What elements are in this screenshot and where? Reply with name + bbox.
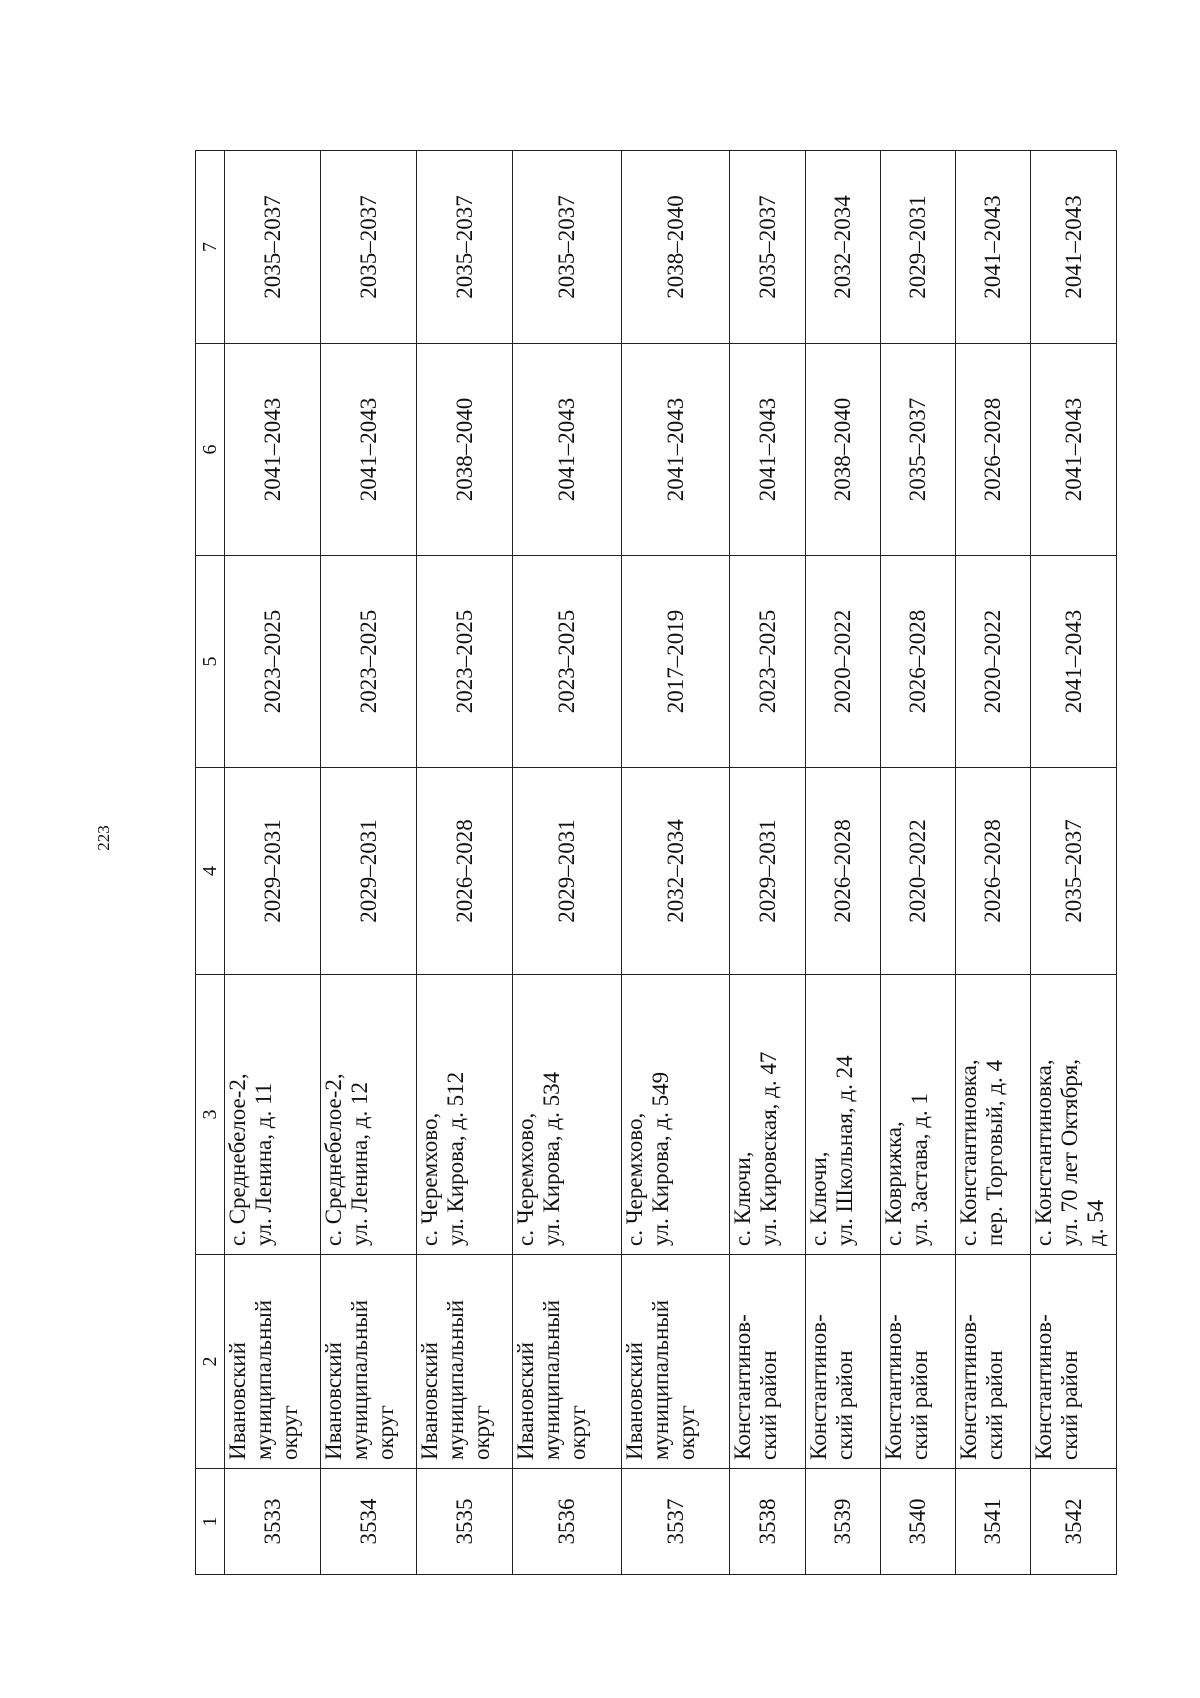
table-row xyxy=(621,151,730,1575)
cell-period-col6 xyxy=(417,344,513,556)
period-value: 2032–2034 xyxy=(662,819,688,923)
period-value: 2026–2028 xyxy=(980,397,1006,502)
col-header: 2 xyxy=(196,1255,225,1469)
period-value: 2029–2031 xyxy=(554,819,580,923)
header-row xyxy=(196,151,225,1575)
period-value: 2041–2043 xyxy=(1060,195,1086,299)
cell-address xyxy=(805,975,880,1255)
period-value: 2038–2040 xyxy=(829,397,855,502)
row-number: 3539 xyxy=(829,1498,855,1545)
municipality-line: муниципальный xyxy=(251,1299,276,1460)
period-value: 2020–2022 xyxy=(904,819,930,923)
address-line: с. Ключи, xyxy=(805,1151,831,1246)
municipality-line: округ xyxy=(565,1405,591,1460)
table-row xyxy=(805,151,880,1575)
cell-period-col4 xyxy=(1031,768,1117,975)
period-value: 2035–2037 xyxy=(355,195,381,299)
cell-address xyxy=(225,975,321,1255)
cell-address xyxy=(513,975,622,1255)
table-row xyxy=(321,151,417,1575)
address-line: с. Черемхово, xyxy=(513,1112,539,1246)
cell-period-col6 xyxy=(956,344,1031,556)
municipality-line: муниципальный xyxy=(347,1299,373,1460)
cell-period-col5 xyxy=(417,556,513,768)
cell-period-col4 xyxy=(805,768,880,975)
address-line: ул. Кировская, д. 47 xyxy=(756,1051,782,1246)
cell-period-col7 xyxy=(956,151,1031,344)
period-value: 2020–2022 xyxy=(829,609,855,714)
schedule-table xyxy=(195,150,1117,1575)
municipality-line: Ивановский xyxy=(225,1342,250,1460)
municipality-line: ский район xyxy=(982,1350,1008,1460)
address-line: ул. Кирова, д. 534 xyxy=(539,1071,565,1246)
cell-address xyxy=(417,975,513,1255)
cell-municipality xyxy=(730,1255,805,1469)
cell-period-col5 xyxy=(1031,556,1117,768)
col-header: 7 xyxy=(196,151,225,344)
cell-period-col5 xyxy=(956,556,1031,768)
municipality-line: округ xyxy=(277,1405,302,1460)
table-row xyxy=(225,151,321,1575)
address-line: ул. Ленина, д. 12 xyxy=(347,1082,373,1246)
cell-period-col7 xyxy=(621,151,730,344)
cell-municipality xyxy=(805,1255,880,1469)
cell-number xyxy=(321,1469,417,1575)
period-value: 2041–2043 xyxy=(754,397,780,502)
cell-number xyxy=(621,1469,730,1575)
cell-municipality xyxy=(880,1255,955,1469)
address-line: ул. Школьная, д. 24 xyxy=(831,1055,857,1246)
cell-municipality xyxy=(956,1255,1031,1469)
cell-number xyxy=(417,1469,513,1575)
cell-municipality xyxy=(417,1255,513,1469)
cell-municipality xyxy=(513,1255,622,1469)
period-value: 2029–2031 xyxy=(904,195,930,299)
address-line: ул. Ленина, д. 11 xyxy=(251,1082,276,1246)
cell-period-col5 xyxy=(321,556,417,768)
period-value: 2041–2043 xyxy=(1060,609,1086,714)
cell-period-col6 xyxy=(621,344,730,556)
period-value: 2035–2037 xyxy=(554,195,580,299)
period-value: 2017–2019 xyxy=(662,609,688,714)
col-header: 6 xyxy=(196,344,225,556)
table-row xyxy=(1031,151,1117,1575)
cell-period-col5 xyxy=(225,556,321,768)
period-value: 2038–2040 xyxy=(662,195,688,299)
cell-period-col5 xyxy=(805,556,880,768)
period-value: 2041–2043 xyxy=(980,195,1006,299)
cell-address xyxy=(956,975,1031,1255)
cell-period-col6 xyxy=(513,344,622,556)
address-line: ул. Кирова, д. 512 xyxy=(443,1071,469,1246)
address-line: с. Коврижка, xyxy=(880,1121,906,1246)
cell-number xyxy=(513,1469,622,1575)
address-line: с. Среднебелое-2, xyxy=(225,1073,250,1246)
cell-municipality xyxy=(1031,1255,1117,1469)
cell-number xyxy=(1031,1469,1117,1575)
period-value: 2023–2025 xyxy=(554,609,580,714)
row-number: 3538 xyxy=(754,1498,780,1545)
period-value: 2029–2031 xyxy=(259,819,285,923)
cell-number xyxy=(805,1469,880,1575)
municipality-line: округ xyxy=(373,1405,399,1460)
period-value: 2041–2043 xyxy=(259,397,285,502)
period-value: 2026–2028 xyxy=(980,819,1006,923)
row-number: 3541 xyxy=(980,1498,1006,1545)
municipality-line: Ивановский xyxy=(513,1342,539,1460)
cell-period-col4 xyxy=(417,768,513,975)
col-header: 1 xyxy=(196,1469,225,1575)
period-value: 2026–2028 xyxy=(829,819,855,923)
cell-period-col7 xyxy=(730,151,805,344)
address-line: с. Константиновка, xyxy=(956,1059,982,1246)
period-value: 2035–2037 xyxy=(451,195,477,299)
cell-address xyxy=(730,975,805,1255)
address-line: с. Ключи, xyxy=(730,1151,756,1246)
municipality-line: округ xyxy=(673,1405,699,1460)
row-number: 3536 xyxy=(554,1498,580,1545)
table-row xyxy=(956,151,1031,1575)
row-number: 3542 xyxy=(1060,1498,1086,1545)
address-line: с. Черемхово, xyxy=(417,1112,443,1246)
row-number: 3533 xyxy=(259,1498,285,1545)
cell-period-col6 xyxy=(1031,344,1117,556)
cell-period-col6 xyxy=(805,344,880,556)
period-value: 2035–2037 xyxy=(259,195,285,299)
municipality-line: муниципальный xyxy=(647,1299,673,1460)
municipality-line: Ивановский xyxy=(621,1342,647,1460)
period-value: 2041–2043 xyxy=(1060,397,1086,502)
address-line: ул. Кирова, д. 549 xyxy=(647,1071,673,1246)
cell-number xyxy=(730,1469,805,1575)
cell-address xyxy=(621,975,730,1255)
period-value: 2038–2040 xyxy=(451,397,477,502)
cell-address xyxy=(321,975,417,1255)
cell-period-col4 xyxy=(321,768,417,975)
period-value: 2032–2034 xyxy=(829,195,855,299)
period-value: 2041–2043 xyxy=(662,397,688,502)
cell-period-col6 xyxy=(730,344,805,556)
period-value: 2023–2025 xyxy=(355,609,381,714)
cell-municipality xyxy=(321,1255,417,1469)
period-value: 2041–2043 xyxy=(355,397,381,502)
cell-period-col4 xyxy=(513,768,622,975)
table-row xyxy=(730,151,805,1575)
address-line: с. Среднебелое-2, xyxy=(321,1073,347,1246)
cell-period-col6 xyxy=(880,344,955,556)
address-line: с. Константиновка, xyxy=(1031,1059,1057,1246)
period-value: 2029–2031 xyxy=(355,819,381,923)
period-value: 2041–2043 xyxy=(554,397,580,502)
cell-period-col5 xyxy=(621,556,730,768)
municipality-line: Константинов- xyxy=(1031,1314,1057,1460)
municipality-line: Константинов- xyxy=(956,1314,982,1460)
period-value: 2035–2037 xyxy=(754,195,780,299)
table-row xyxy=(880,151,955,1575)
cell-period-col6 xyxy=(225,344,321,556)
table-row xyxy=(513,151,622,1575)
cell-period-col7 xyxy=(321,151,417,344)
page-number: 223 xyxy=(94,825,113,851)
cell-period-col4 xyxy=(956,768,1031,975)
cell-period-col4 xyxy=(730,768,805,975)
cell-period-col7 xyxy=(417,151,513,344)
period-value: 2026–2028 xyxy=(451,819,477,923)
municipality-line: Ивановский xyxy=(417,1342,443,1460)
period-value: 2023–2025 xyxy=(451,609,477,714)
cell-period-col7 xyxy=(805,151,880,344)
cell-municipality xyxy=(225,1255,321,1469)
col-header: 4 xyxy=(196,768,225,975)
municipality-line: Ивановский xyxy=(321,1342,347,1460)
cell-address xyxy=(1031,975,1117,1255)
municipality-line: муниципальный xyxy=(443,1299,469,1460)
cell-period-col7 xyxy=(513,151,622,344)
period-value: 2023–2025 xyxy=(259,609,285,714)
municipality-line: ский район xyxy=(1057,1350,1083,1460)
row-number: 3535 xyxy=(451,1498,477,1545)
cell-period-col6 xyxy=(321,344,417,556)
period-value: 2035–2037 xyxy=(1060,819,1086,923)
cell-period-col7 xyxy=(880,151,955,344)
cell-period-col5 xyxy=(730,556,805,768)
municipality-line: ский район xyxy=(906,1350,932,1460)
period-value: 2026–2028 xyxy=(904,609,930,714)
municipality-line: муниципальный xyxy=(539,1299,565,1460)
cell-address xyxy=(880,975,955,1255)
col-header: 3 xyxy=(196,975,225,1255)
cell-period-col4 xyxy=(880,768,955,975)
address-line: д. 54 xyxy=(1083,1199,1109,1246)
municipality-line: ский район xyxy=(831,1350,857,1460)
address-line: с. Черемхово, xyxy=(621,1112,647,1246)
cell-number xyxy=(956,1469,1031,1575)
municipality-line: округ xyxy=(469,1405,495,1460)
cell-number xyxy=(880,1469,955,1575)
row-number: 3534 xyxy=(355,1498,381,1545)
period-value: 2035–2037 xyxy=(904,397,930,502)
period-value: 2029–2031 xyxy=(754,819,780,923)
row-number: 3540 xyxy=(904,1498,930,1545)
cell-period-col7 xyxy=(225,151,321,344)
period-value: 2023–2025 xyxy=(754,609,780,714)
cell-municipality xyxy=(621,1255,730,1469)
address-line: ул. 70 лет Октября, xyxy=(1057,1058,1083,1246)
address-line: ул. Застава, д. 1 xyxy=(906,1093,932,1246)
cell-period-col5 xyxy=(880,556,955,768)
address-line: пер. Торговый, д. 4 xyxy=(982,1059,1008,1246)
municipality-line: ский район xyxy=(756,1350,782,1460)
municipality-line: Константинов- xyxy=(880,1314,906,1460)
row-number: 3537 xyxy=(662,1498,688,1545)
cell-period-col5 xyxy=(513,556,622,768)
rotated-table-container xyxy=(195,151,1117,1575)
col-header: 5 xyxy=(196,556,225,768)
cell-period-col4 xyxy=(621,768,730,975)
municipality-line: Константинов- xyxy=(730,1314,756,1460)
cell-number xyxy=(225,1469,321,1575)
period-value: 2020–2022 xyxy=(980,609,1006,714)
cell-period-col4 xyxy=(225,768,321,975)
municipality-line: Константинов- xyxy=(805,1314,831,1460)
table-row xyxy=(417,151,513,1575)
cell-period-col7 xyxy=(1031,151,1117,344)
